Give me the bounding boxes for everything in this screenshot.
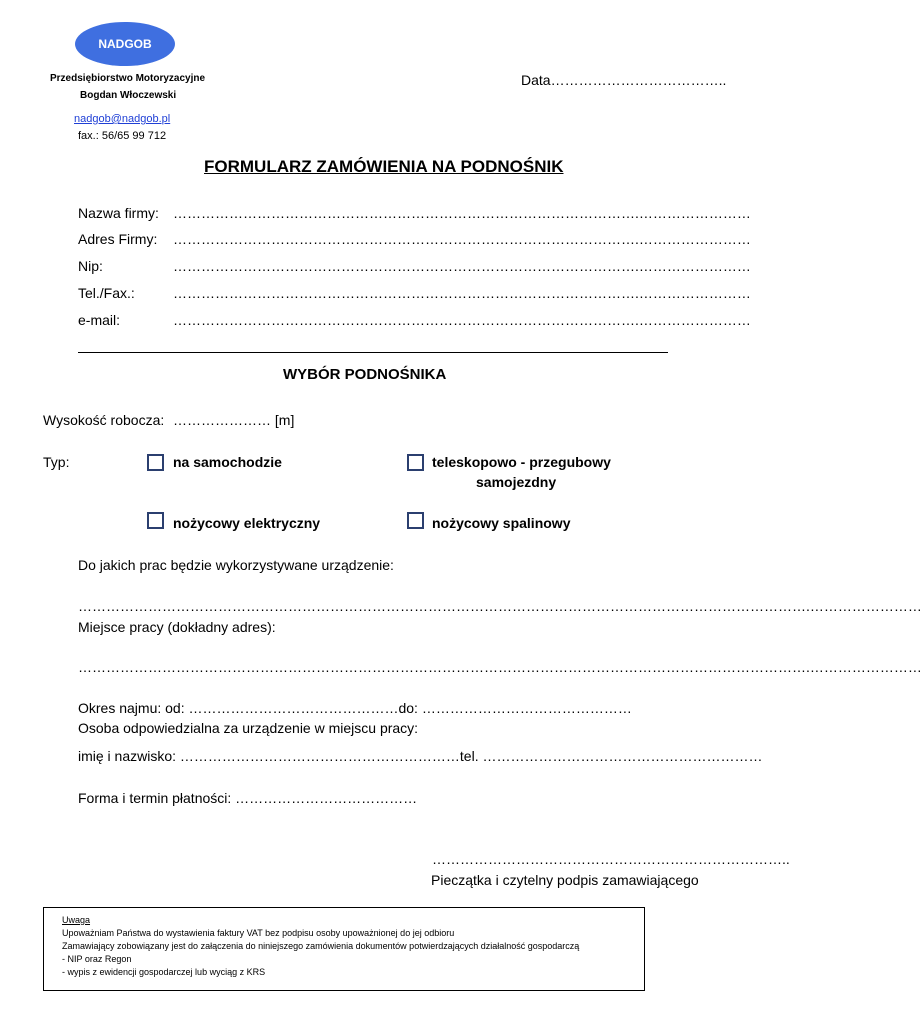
company-fax: fax.: 56/65 99 712 bbox=[78, 130, 167, 142]
nip-label: Nip: bbox=[78, 258, 103, 274]
company-email-link[interactable]: nadgob@nadgob.pl bbox=[74, 113, 171, 125]
company-name-label: Nazwa firmy: bbox=[78, 205, 159, 221]
company-address-field[interactable]: ……………………………………………………………………………………….…………………… bbox=[173, 231, 751, 247]
company-name-field[interactable]: ……………………………………………………………………………………….…………………… bbox=[173, 205, 751, 221]
notice-line: Upoważniam Państwa do wystawienia faktury VAT bez podpisu osoby upoważnionej do jej odbioru bbox=[62, 928, 455, 938]
date-field[interactable]: Data……………………………….. bbox=[521, 72, 727, 88]
notice-line: - NIP oraz Regon bbox=[62, 954, 132, 964]
email-label: e-mail: bbox=[78, 312, 121, 328]
notice-box bbox=[43, 907, 645, 991]
company-logo bbox=[75, 22, 175, 66]
type-label: Typ: bbox=[43, 454, 70, 470]
company-address-label: Adres Firmy: bbox=[78, 231, 158, 247]
option-truck-mounted-label: na samochodzie bbox=[173, 454, 282, 470]
checkbox-truck-mounted[interactable] bbox=[147, 454, 164, 471]
checkbox-scissor-electric[interactable] bbox=[147, 512, 164, 529]
page-title: FORMULARZ ZAMÓWIENIA NA PODNOŚNIK bbox=[204, 157, 564, 176]
email-field[interactable]: ……………………………………………………………………………………….…………………… bbox=[173, 312, 751, 328]
option-scissor-electric-label: nożycowy elektryczny bbox=[173, 515, 321, 531]
checkbox-scissor-combustion[interactable] bbox=[407, 512, 424, 529]
option-self-propelled-label: samojezdny bbox=[476, 474, 557, 490]
section-title: WYBÓR PODNOŚNIKA bbox=[283, 366, 447, 383]
tel-fax-label: Tel./Fax.: bbox=[78, 285, 135, 301]
signature-label: Pieczątka i czytelny podpis zamawiającego bbox=[431, 872, 699, 888]
notice-line: - wypis z ewidencji gospodarczej lub wyciąg z KRS bbox=[62, 967, 266, 977]
working-height-label: Wysokość robocza: bbox=[43, 412, 165, 428]
option-telescopic-label: teleskopowo - przegubowy bbox=[432, 454, 611, 470]
rental-period-field[interactable]: Okres najmu: od: ………………………………………do: ……………………………………… bbox=[78, 700, 632, 716]
signature-field[interactable]: ………………………………………………………………….. bbox=[432, 851, 790, 867]
company-name-line2: Bogdan Włoczewski bbox=[80, 90, 177, 101]
notice-line: Zamawiający zobowiązany jest do załączenia do niniejszego zamówienia dokumentów potwierdzających działalność gospodarczą bbox=[62, 941, 580, 951]
checkbox-telescopic[interactable] bbox=[407, 454, 424, 471]
logo-text: NADGOB bbox=[98, 37, 152, 51]
payment-terms-field[interactable]: Forma i termin płatności: ………………………………… bbox=[78, 790, 418, 806]
work-location-field[interactable]: ………………………………………………………………………………………………………………………………………….…………………… bbox=[78, 659, 922, 675]
usage-question: Do jakich prac będzie wykorzystywane urządzenie: bbox=[78, 557, 394, 573]
usage-field[interactable]: ………………………………………………………………………………………………………………………………………….…………………… bbox=[78, 598, 922, 614]
working-height-field[interactable]: ………………… [m] bbox=[173, 412, 295, 428]
section-divider bbox=[78, 352, 668, 353]
option-scissor-combustion-label: nożycowy spalinowy bbox=[432, 515, 571, 531]
company-name-line1: Przedsiębiorstwo Motoryzacyjne bbox=[50, 73, 206, 84]
nip-field[interactable]: ……………………………………………………………………………………….…………………… bbox=[173, 258, 751, 274]
notice-heading: Uwaga bbox=[62, 915, 91, 925]
responsible-person-label: Osoba odpowiedzialna za urządzenie w miejscu pracy: bbox=[78, 720, 419, 736]
responsible-person-field[interactable]: imię i nazwisko: ……………………………………………………tel. …………………………………………………… bbox=[78, 748, 763, 764]
work-location-label: Miejsce pracy (dokładny adres): bbox=[78, 619, 276, 635]
tel-fax-field[interactable]: ……………………………………………………………………………………….…………………… bbox=[173, 285, 751, 301]
